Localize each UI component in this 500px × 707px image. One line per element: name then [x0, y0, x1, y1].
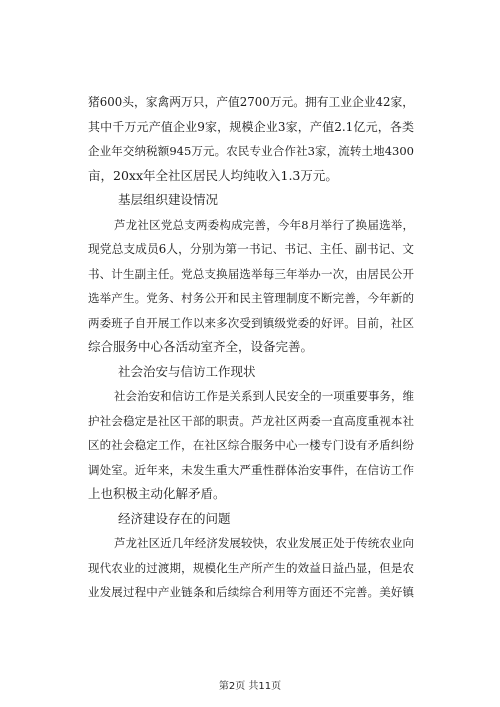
- text-line: 两委班子自开展工作以来多次受到镇级党委的好评。目前，社区: [88, 315, 414, 330]
- text-line: 社会治安和信访工作是关系到人民安全的一项重要事务，维: [114, 389, 414, 403]
- text-line: 护社会稳定是社区干部的职责。芦龙社区两委一直高度重视本社: [88, 413, 414, 428]
- paragraph-public-security: [88, 384, 414, 507]
- text-line: 上也积极主动化解矛盾。: [88, 486, 226, 501]
- text-line: 其中千万元产值企业9家，规模企业3家，产值2.1亿元，各类: [88, 119, 414, 134]
- text-line: 芦龙社区党总支两委构成完善，今年8月举行了换届选举，: [114, 217, 414, 232]
- text-line: 调处室。近年来，未发生重大严重性群体治安事件，在信访工作: [88, 462, 414, 477]
- text-line: 业发展过程中产业链条和后续综合利用等方面还不完善。美好镇: [88, 585, 414, 599]
- section-heading-public-security: 社会治安与信访工作现状: [118, 363, 256, 379]
- section-heading-economic-problems: 经济建设存在的问题: [118, 510, 231, 526]
- text-line: 芦龙社区近几年经济发展较快，农业发展正处于传统农业向: [114, 536, 414, 550]
- text-line: 书、计生副主任。党总支换届选举每三年举办一次，由居民公开: [88, 266, 414, 281]
- paragraph-party-committee: [88, 213, 414, 360]
- text-line: 企业年交纳税额945万元。农民专业合作社3家，流转土地4300: [88, 144, 414, 158]
- text-line: 现代农业的过渡期，规模化生产所产生的效益日益凸显，但是农: [88, 560, 414, 575]
- text-line: 区的社会稳定工作，在社区综合服务中心一楼专门设有矛盾纠纷: [88, 438, 414, 452]
- paragraph-agriculture-industry: [88, 90, 414, 188]
- page-number-footer: 第2页 共11页: [218, 681, 282, 692]
- text-line: 亩，20xx年全社区居民人均纯收入1.3万元。: [88, 167, 338, 183]
- text-line: 综合服务中心各活动室齐全，设备完善。: [88, 339, 314, 354]
- text-line: 猪600头，家禽两万只，产值2700万元。拥有工业企业42家，: [88, 95, 414, 109]
- section-heading-grassroots-organization: 基层组织建设情况: [118, 192, 219, 207]
- paragraph-economic-problems: [88, 531, 414, 605]
- text-line: 选举产生。党务、村务公开和民主管理制度不断完善，今年新的: [88, 291, 414, 305]
- text-line: 现党总支成员6人，分别为第一书记、书记、主任、副书记、文: [88, 242, 414, 256]
